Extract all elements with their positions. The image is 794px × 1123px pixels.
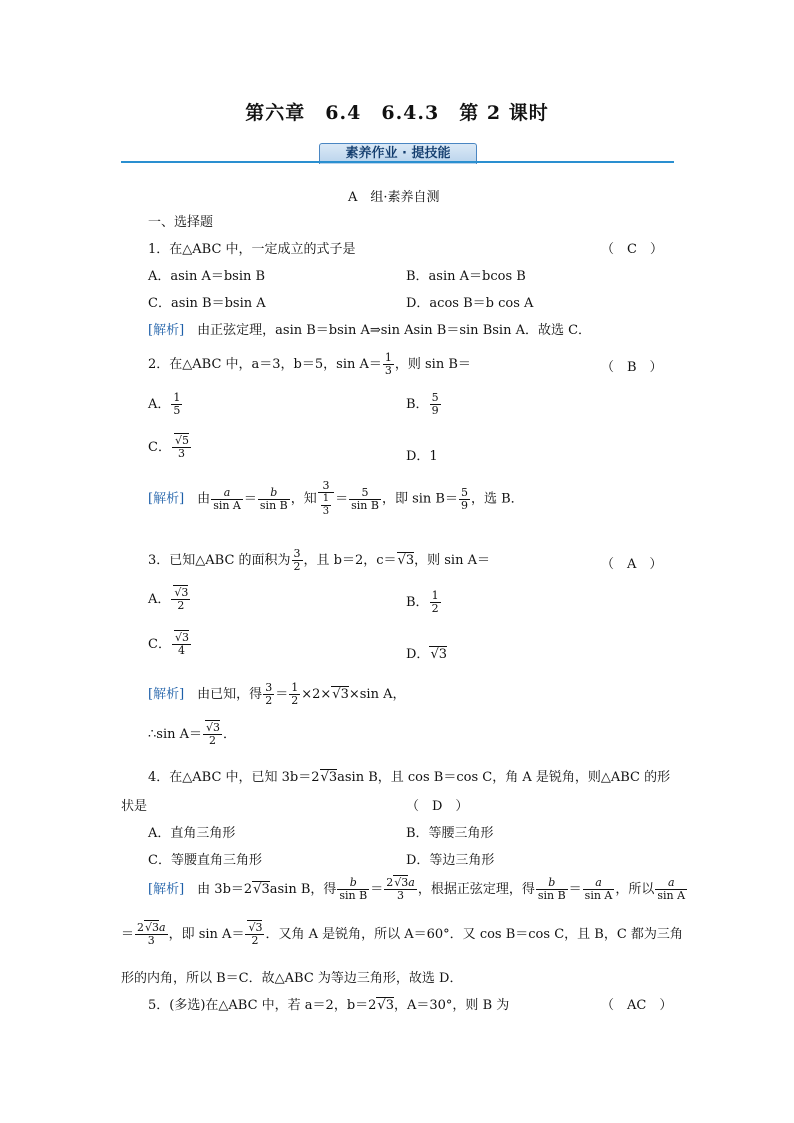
question-4-stem: 4．在△ABC 中，已知 3b＝2√ 3asin B，且 cos B＝cos C，角 A 是锐角，则△ABC 的形	[148, 766, 670, 785]
section-heading: 一、选择题	[148, 215, 214, 230]
question-2-option-b: B． $\frac{5}{9}$	[406, 391, 439, 417]
question-2-option-a: A． $\frac{1}{5}$	[148, 391, 181, 417]
fraction: $\frac{1}{3}$	[384, 351, 392, 377]
question-3-option-c: C． √ $\frac{3}{4}$	[148, 632, 192, 657]
question-1-answer: （ C ）	[601, 242, 663, 257]
question-4-option-a: A．直角三角形	[148, 826, 236, 841]
question-3-analysis-line-2: ∴sin A＝ √ $\frac{3}{2}$ ．	[148, 722, 236, 747]
question-3-option-d: D．√ 3	[406, 643, 447, 662]
question-2-answer: （ B ）	[601, 360, 663, 375]
question-4-analysis: [解析] 由 3b＝2√ 3asin B，得 $\frac{b}{\text{sin B}}$ ＝ $\frac{2√ 3a}{3}$ ，根据正弦定理，得 $\frac{b}{\text{sin B}}$ ＝ $\frac{a}{\text{sin A}}$ ，所以 $\frac{a}{\text{sin A}}$	[148, 877, 688, 902]
analysis-label: [解析]	[148, 491, 185, 507]
question-4-analysis-line-3: 形的内角，所以 B＝C．故△ABC 为等边三角形，故选 D．	[121, 971, 463, 986]
question-4-answer: （ D ）	[406, 799, 469, 814]
question-2-option-d: D．1	[406, 449, 438, 464]
group-heading: A 组·素养自测	[348, 190, 440, 205]
question-3-stem: 3．已知△ABC 的面积为 $\frac{3}{2}$ ，且 b＝2，c＝√ 3，则 sin A＝	[148, 548, 490, 573]
stem-text: 2．在△ABC 中，a＝3，b＝5，sin A＝	[148, 357, 382, 372]
analysis-label: [解析]	[148, 882, 185, 897]
question-4-option-c: C．等腰直角三角形	[148, 853, 262, 868]
question-3-answer: （ A ）	[601, 557, 663, 572]
question-1-option-b: B．asin A＝bcos B	[406, 269, 526, 284]
analysis-text: 由正弦定理，asin B＝bsin A⇒sin Asin B＝sin Bsin A．故选 C．	[197, 323, 592, 338]
analysis-label: [解析]	[148, 323, 185, 338]
question-1-option-a: A．asin A＝bsin B	[148, 269, 266, 284]
stem-text: ，则 sin B＝	[394, 357, 471, 372]
question-4-option-b: B．等腰三角形	[406, 826, 494, 841]
question-3-analysis: [解析] 由已知，得 $\frac{3}{2}$ ＝ $\frac{1}{2}$ ×2×√ 3×sin A，	[148, 682, 405, 707]
question-1-option-c: C．asin B＝bsin A	[148, 296, 266, 311]
header-rule	[121, 161, 674, 163]
question-5-answer: （ AC ）	[601, 998, 673, 1013]
question-4-analysis-line-2: ＝ $\frac{2√ 3a}{3}$ ，即 sin A＝ √ $\frac{3}{2}$ ．又角 A 是锐角，所以 A＝60°．又 cos B＝cos C，且 B，C 都为三角	[121, 922, 683, 947]
question-4-option-d: D．等边三角形	[406, 853, 495, 868]
question-1-analysis	[148, 319, 591, 338]
question-2-option-c: C． √ $\frac{5}{3}$	[148, 435, 192, 460]
question-5-stem: 5．(多选)在△ABC 中，若 a＝2，b＝2√ 3，A＝30°，则 B 为	[148, 994, 509, 1013]
section-badge: 素养作业 · 提技能	[319, 143, 477, 164]
question-2-analysis: [解析] 由 $\frac{a}{\text{sin A}}$ ＝ $\frac{b}{\text{sin B}}$ ，知 $\frac{3}{\frac{1}{3}}$ ＝ $\frac{5}{\text{sin B}}$ ，即 sin B＝ $\frac{5}{9}$ ，选 B．	[148, 479, 524, 517]
question-2-stem	[148, 352, 471, 377]
question-1-option-d: D．acos B＝b cos A	[406, 296, 534, 311]
question-3-option-a: A． √ $\frac{3}{2}$	[148, 587, 191, 612]
question-1-stem: 1．在△ABC 中，一定成立的式子是	[148, 242, 356, 257]
page-title: 第六章 6.4 6.4.3 第 2 课时	[245, 102, 549, 124]
analysis-label: [解析]	[148, 687, 185, 702]
question-3-option-b: B． $\frac{1}{2}$	[406, 589, 439, 615]
question-4-stem-line-2: 状是	[121, 799, 148, 814]
